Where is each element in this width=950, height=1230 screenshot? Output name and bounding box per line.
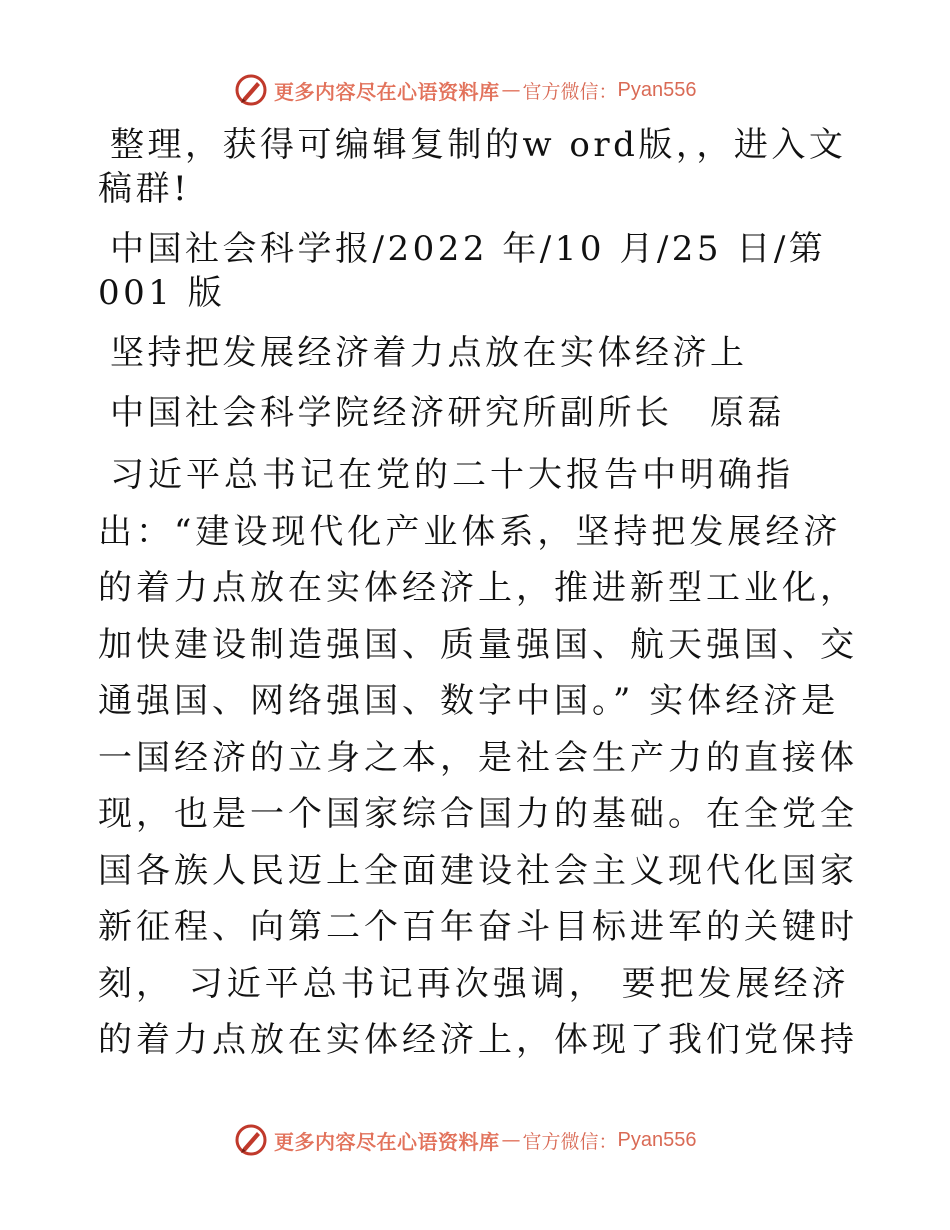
- document-content: [98, 123, 858, 1085]
- article-headline: 坚持把发展经济着力点放在实体经济上: [110, 333, 748, 373]
- watermark-title: 更多内容尽在心语资料库: [274, 79, 500, 104]
- pen-logo-icon: [234, 73, 268, 107]
- watermark-contact-id: Pyan556: [617, 1128, 697, 1151]
- header-watermark-banner: [234, 72, 696, 108]
- watermark-contact-label: 官方微信：: [522, 80, 618, 103]
- author-byline: 中国社会科学院经济研究所副所长 原磊: [110, 393, 785, 433]
- source-line: 中国社会科学报/2022 年/10 月/25 日/第 001 版: [98, 229, 827, 313]
- pen-logo-icon: [234, 1123, 268, 1157]
- watermark-separator: —: [501, 79, 521, 101]
- footer-watermark-banner: [234, 1122, 696, 1158]
- watermark-contact-id: Pyan556: [617, 78, 697, 101]
- watermark-separator: —: [501, 1129, 521, 1151]
- intro-paragraph: 整理，获得可编辑复制的w ord版，，进入文稿群!: [98, 125, 847, 209]
- body-paragraph: 习近平总书记在党的二十大报告中明确指出：“建设现代化产业体系，坚持把发展经济的着力点放在实体经济上，推进新型工业化，加快建设制造强国、质量强国、航天强国、交通强国、网络强国、数字中国。” 实体经济是一国经济的立身之本，是社会生产力的直接体现，也是一个国家综合国力的基础。在全党全国各族人民迈上全面建设社会主义现代化国家新征程、向第二个百年奋斗目标进军的关键时刻， 习近平总书记再次强调， 要把发展经济的着力点放在实体经济上，体现了我们党保持: [98, 455, 858, 1060]
- watermark-title: 更多内容尽在心语资料库: [274, 1129, 500, 1154]
- watermark-contact-label: 官方微信：: [522, 1130, 618, 1153]
